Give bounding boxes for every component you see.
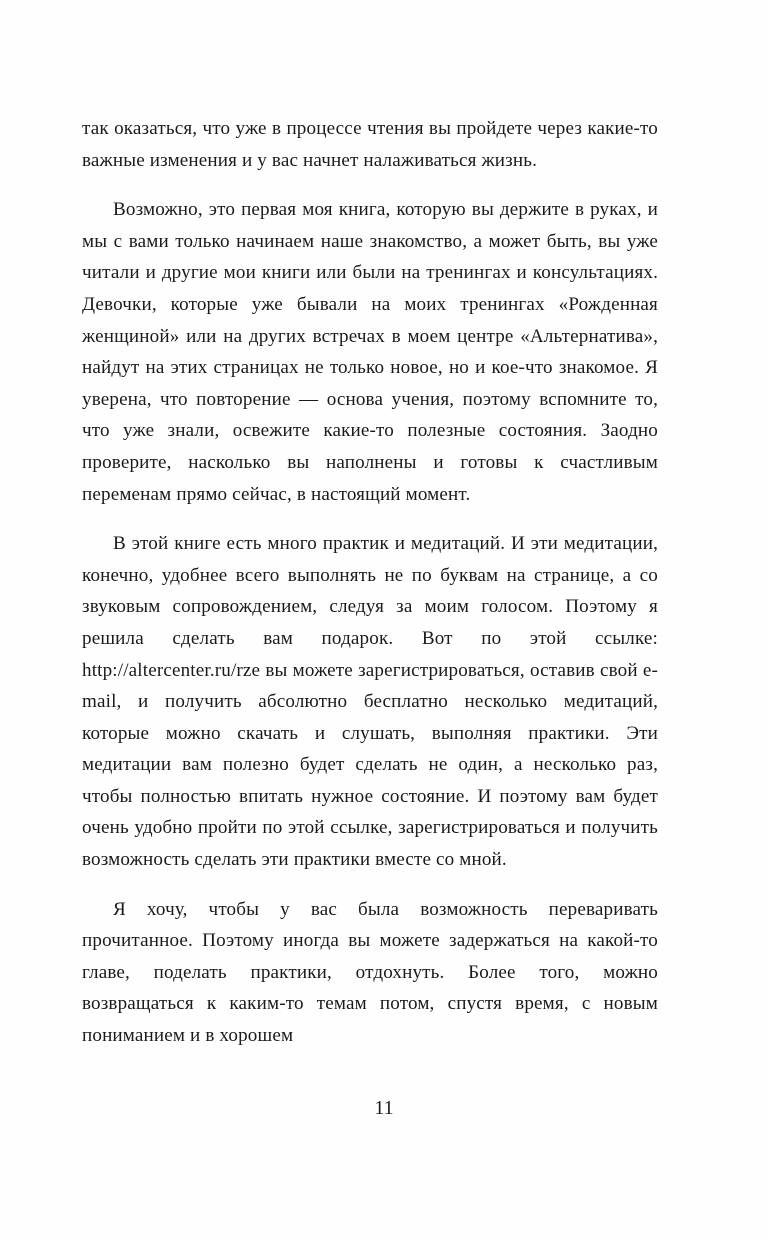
paragraph-digest: Я хочу, чтобы у вас была возможность переваривать прочитанное. Поэтому иногда вы можете задержаться на какой-то главе, поделать практики, отдохнуть. Более того, можно возвращаться к каким-то темам потом, спустя время, с новым пониманием и в хорошем — [82, 898, 658, 1047]
paragraph-continued: так оказаться, что уже в процессе чтения вы пройдете через какие-то важные изменения и у вас начнет налаживаться жизнь. — [82, 118, 658, 171]
paragraph-acquaintance: Возможно, это первая моя книга, которую вы держите в руках, и мы с вами только начинаем наше знакомство, а может быть, вы уже читали и другие мои книги или были на тренингах и консультациях. Девочки, которые уже бывали на моих тренингах «Рожденная женщиной» или на других встречах в моем центре «Альтернатива», найдут на этих страницах не только новое, но и кое-что знакомое. Я уверена, что повторение — основа учения, поэтому вспомните то, что уже знали, освежите какие-то полезные состояния. Заодно проверите, насколько вы наполнены и готовы к счастливым переменам прямо сейчас, в настоящий момент. — [82, 199, 658, 505]
page-text-column — [82, 113, 658, 1052]
page-number: 11 — [374, 1097, 394, 1119]
paragraph-meditations: В этой книге есть много практик и медитаций. И эти медитации, конечно, удобнее всего выполнять не по буквам на странице, а со звуковым сопровождением, следуя за моим голосом. Поэтому я решила сделать вам подарок. Вот по этой ссылке: http://altercenter.ru/rze вы можете зарегистрироваться, оставив свой e-mail, и получить абсолютно бесплатно несколько медитаций, которые можно скачать и слушать, выполняя практики. Эти медитации вам полезно будет сделать не один, а несколько раз, чтобы полностью впитать нужное состояние. И поэтому вам будет очень удобно пройти по этой ссылке, зарегистрироваться и получить возможность сделать эти практики вместе со мной. — [82, 533, 658, 871]
